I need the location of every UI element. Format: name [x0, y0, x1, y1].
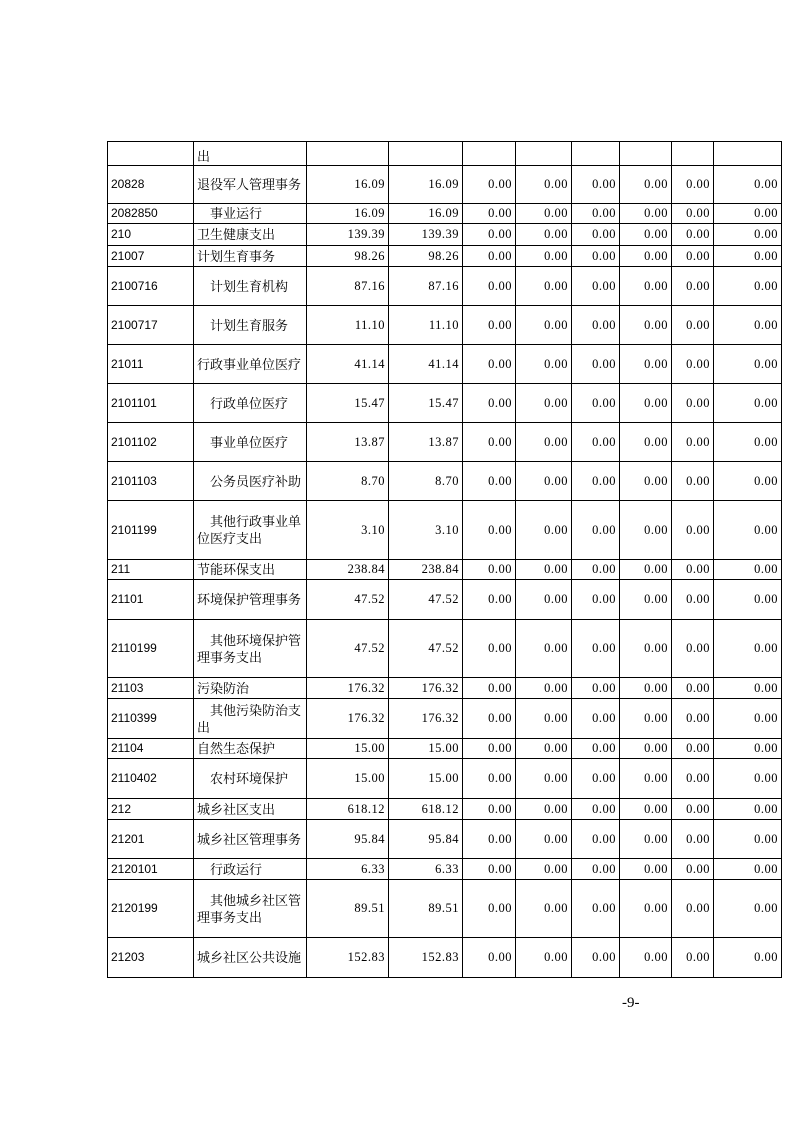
- cell-code: 21007: [108, 246, 194, 267]
- cell-amount: 0.00: [572, 699, 620, 739]
- table-row: [108, 501, 782, 560]
- table-row: [108, 799, 782, 820]
- cell-amount: 0.00: [620, 699, 672, 739]
- cell-amount: 0.00: [672, 759, 714, 799]
- cell-amount: 3.10: [389, 501, 463, 560]
- cell-amount: 0.00: [714, 224, 782, 246]
- cell-amount: 0.00: [572, 345, 620, 384]
- cell-name: 计划生育服务: [194, 306, 307, 345]
- cell-code: 2100716: [108, 267, 194, 306]
- cell-amount: 0.00: [672, 166, 714, 204]
- table-row: [108, 859, 782, 880]
- cell-amount: 41.14: [389, 345, 463, 384]
- cell-amount: [672, 142, 714, 166]
- cell-amount: 0.00: [714, 820, 782, 859]
- cell-code: 21104: [108, 739, 194, 759]
- cell-amount: 0.00: [672, 384, 714, 423]
- cell-amount: 0.00: [620, 267, 672, 306]
- cell-amount: 0.00: [672, 938, 714, 978]
- cell-amount: 0.00: [572, 306, 620, 345]
- cell-amount: 0.00: [463, 384, 516, 423]
- table-row: [108, 880, 782, 938]
- cell-amount: 0.00: [672, 799, 714, 820]
- cell-amount: 139.39: [389, 224, 463, 246]
- cell-amount: 15.00: [389, 739, 463, 759]
- cell-name: 环境保护管理事务: [194, 580, 307, 620]
- cell-amount: [463, 142, 516, 166]
- cell-name: 其他行政事业单位医疗支出: [194, 501, 307, 560]
- cell-amount: 0.00: [463, 423, 516, 462]
- cell-amount: 0.00: [463, 699, 516, 739]
- cell-amount: [516, 142, 572, 166]
- cell-amount: 0.00: [572, 820, 620, 859]
- cell-amount: 0.00: [516, 560, 572, 580]
- cell-amount: 0.00: [516, 384, 572, 423]
- cell-amount: 0.00: [672, 620, 714, 678]
- cell-amount: 0.00: [463, 560, 516, 580]
- table-row: [108, 204, 782, 224]
- cell-amount: 0.00: [516, 306, 572, 345]
- cell-amount: 0.00: [463, 859, 516, 880]
- cell-code: 20828: [108, 166, 194, 204]
- cell-amount: 0.00: [572, 267, 620, 306]
- cell-amount: 47.52: [389, 580, 463, 620]
- cell-amount: [620, 142, 672, 166]
- cell-amount: 0.00: [672, 246, 714, 267]
- table-row: [108, 620, 782, 678]
- table-row: [108, 246, 782, 267]
- cell-amount: 98.26: [389, 246, 463, 267]
- cell-amount: 0.00: [463, 759, 516, 799]
- cell-amount: 0.00: [463, 204, 516, 224]
- cell-amount: 0.00: [463, 880, 516, 938]
- cell-amount: 0.00: [516, 759, 572, 799]
- cell-amount: 47.52: [389, 620, 463, 678]
- cell-amount: 0.00: [714, 246, 782, 267]
- table-row: [108, 759, 782, 799]
- cell-amount: 0.00: [714, 799, 782, 820]
- cell-amount: 0.00: [572, 204, 620, 224]
- table-row: [108, 739, 782, 759]
- cell-amount: 16.09: [389, 166, 463, 204]
- cell-amount: 0.00: [672, 423, 714, 462]
- cell-amount: 0.00: [572, 620, 620, 678]
- cell-code: [108, 142, 194, 166]
- cell-amount: 16.09: [389, 204, 463, 224]
- cell-amount: 0.00: [572, 799, 620, 820]
- cell-code: 2100717: [108, 306, 194, 345]
- cell-amount: 15.00: [389, 759, 463, 799]
- cell-amount: 0.00: [620, 501, 672, 560]
- cell-amount: [307, 142, 389, 166]
- cell-amount: 87.16: [389, 267, 463, 306]
- cell-amount: 16.09: [307, 204, 389, 224]
- cell-amount: 0.00: [672, 267, 714, 306]
- cell-name: 事业运行: [194, 204, 307, 224]
- cell-amount: 0.00: [672, 880, 714, 938]
- cell-amount: 0.00: [672, 678, 714, 699]
- cell-amount: 0.00: [672, 345, 714, 384]
- cell-amount: 0.00: [516, 246, 572, 267]
- cell-name: 计划生育事务: [194, 246, 307, 267]
- cell-amount: 0.00: [572, 462, 620, 501]
- table-row: [108, 267, 782, 306]
- cell-amount: 0.00: [516, 462, 572, 501]
- cell-amount: 0.00: [620, 880, 672, 938]
- cell-amount: 0.00: [714, 560, 782, 580]
- cell-amount: 0.00: [516, 678, 572, 699]
- cell-amount: 152.83: [389, 938, 463, 978]
- cell-amount: 0.00: [714, 759, 782, 799]
- cell-amount: 0.00: [463, 938, 516, 978]
- cell-amount: 0.00: [714, 462, 782, 501]
- cell-amount: 0.00: [620, 938, 672, 978]
- cell-name: 其他环境保护管理事务支出: [194, 620, 307, 678]
- cell-name: 计划生育机构: [194, 267, 307, 306]
- cell-amount: 15.00: [307, 739, 389, 759]
- cell-amount: 0.00: [672, 204, 714, 224]
- table-row: [108, 224, 782, 246]
- cell-code: 2110402: [108, 759, 194, 799]
- cell-name: 节能环保支出: [194, 560, 307, 580]
- cell-name: 事业单位医疗: [194, 423, 307, 462]
- cell-amount: 0.00: [672, 699, 714, 739]
- cell-amount: 0.00: [572, 166, 620, 204]
- cell-name: 其他污染防治支出: [194, 699, 307, 739]
- cell-amount: 16.09: [307, 166, 389, 204]
- cell-amount: 0.00: [672, 580, 714, 620]
- table-row: [108, 142, 782, 166]
- cell-amount: 0.00: [620, 759, 672, 799]
- table-row: [108, 345, 782, 384]
- cell-name: 公务员医疗补助: [194, 462, 307, 501]
- cell-code: 2101102: [108, 423, 194, 462]
- cell-amount: 618.12: [307, 799, 389, 820]
- cell-amount: 0.00: [572, 384, 620, 423]
- cell-amount: 0.00: [463, 246, 516, 267]
- cell-code: 2082850: [108, 204, 194, 224]
- cell-amount: 0.00: [516, 166, 572, 204]
- table-row: [108, 678, 782, 699]
- cell-amount: 0.00: [714, 859, 782, 880]
- cell-amount: 139.39: [307, 224, 389, 246]
- cell-amount: 0.00: [572, 560, 620, 580]
- cell-amount: 0.00: [463, 678, 516, 699]
- cell-amount: 0.00: [672, 306, 714, 345]
- cell-amount: 6.33: [307, 859, 389, 880]
- cell-amount: 0.00: [620, 820, 672, 859]
- table-row: [108, 166, 782, 204]
- cell-amount: 0.00: [572, 678, 620, 699]
- cell-name: 污染防治: [194, 678, 307, 699]
- cell-amount: 176.32: [307, 699, 389, 739]
- cell-amount: 3.10: [307, 501, 389, 560]
- cell-code: 212: [108, 799, 194, 820]
- cell-amount: 0.00: [672, 462, 714, 501]
- cell-amount: 176.32: [389, 678, 463, 699]
- cell-amount: 98.26: [307, 246, 389, 267]
- cell-code: 2101101: [108, 384, 194, 423]
- cell-amount: 0.00: [572, 938, 620, 978]
- page-number: -9-: [622, 995, 640, 1011]
- cell-amount: 0.00: [620, 799, 672, 820]
- cell-amount: 0.00: [714, 166, 782, 204]
- cell-amount: 0.00: [463, 620, 516, 678]
- table-row: [108, 580, 782, 620]
- cell-amount: 0.00: [620, 739, 672, 759]
- cell-amount: 0.00: [516, 423, 572, 462]
- cell-amount: [389, 142, 463, 166]
- cell-amount: 0.00: [463, 739, 516, 759]
- cell-amount: 0.00: [714, 423, 782, 462]
- cell-amount: 238.84: [307, 560, 389, 580]
- cell-amount: 0.00: [572, 739, 620, 759]
- cell-amount: 13.87: [307, 423, 389, 462]
- cell-amount: 0.00: [714, 620, 782, 678]
- cell-code: 2110199: [108, 620, 194, 678]
- cell-amount: 0.00: [620, 462, 672, 501]
- cell-amount: 0.00: [714, 501, 782, 560]
- cell-amount: 11.10: [389, 306, 463, 345]
- cell-amount: 0.00: [516, 938, 572, 978]
- cell-amount: 0.00: [572, 246, 620, 267]
- cell-amount: 0.00: [516, 204, 572, 224]
- cell-amount: 0.00: [516, 620, 572, 678]
- cell-name: 城乡社区支出: [194, 799, 307, 820]
- cell-amount: 0.00: [463, 345, 516, 384]
- cell-amount: 41.14: [307, 345, 389, 384]
- cell-amount: 0.00: [714, 204, 782, 224]
- cell-amount: 0.00: [516, 799, 572, 820]
- cell-amount: 0.00: [672, 501, 714, 560]
- cell-amount: 0.00: [620, 246, 672, 267]
- cell-code: 21201: [108, 820, 194, 859]
- cell-name: 行政运行: [194, 859, 307, 880]
- cell-amount: 0.00: [714, 880, 782, 938]
- cell-amount: 0.00: [516, 699, 572, 739]
- cell-amount: 0.00: [463, 580, 516, 620]
- cell-name: 城乡社区公共设施: [194, 938, 307, 978]
- cell-amount: 0.00: [463, 166, 516, 204]
- cell-code: 211: [108, 560, 194, 580]
- cell-amount: 0.00: [516, 580, 572, 620]
- cell-amount: 0.00: [516, 820, 572, 859]
- cell-code: 2110399: [108, 699, 194, 739]
- cell-amount: 0.00: [714, 580, 782, 620]
- cell-amount: 176.32: [307, 678, 389, 699]
- cell-amount: 0.00: [714, 678, 782, 699]
- cell-amount: 0.00: [463, 306, 516, 345]
- cell-amount: 0.00: [672, 560, 714, 580]
- table-row: [108, 423, 782, 462]
- cell-amount: 0.00: [620, 859, 672, 880]
- cell-amount: 0.00: [620, 560, 672, 580]
- table-row: [108, 306, 782, 345]
- cell-amount: 0.00: [463, 820, 516, 859]
- table-row: [108, 560, 782, 580]
- cell-amount: 0.00: [620, 166, 672, 204]
- cell-amount: 0.00: [714, 938, 782, 978]
- cell-amount: 0.00: [516, 739, 572, 759]
- cell-amount: 0.00: [463, 501, 516, 560]
- cell-code: 2120199: [108, 880, 194, 938]
- cell-code: 21101: [108, 580, 194, 620]
- cell-name: 行政单位医疗: [194, 384, 307, 423]
- cell-amount: 95.84: [307, 820, 389, 859]
- cell-name: 农村环境保护: [194, 759, 307, 799]
- cell-name: 退役军人管理事务: [194, 166, 307, 204]
- cell-code: 21011: [108, 345, 194, 384]
- cell-name: 出: [194, 142, 307, 166]
- cell-amount: 47.52: [307, 580, 389, 620]
- cell-amount: 0.00: [714, 345, 782, 384]
- cell-amount: 89.51: [307, 880, 389, 938]
- cell-code: 21203: [108, 938, 194, 978]
- cell-amount: 0.00: [572, 423, 620, 462]
- cell-amount: 0.00: [672, 820, 714, 859]
- cell-amount: 0.00: [672, 739, 714, 759]
- cell-amount: 0.00: [516, 224, 572, 246]
- cell-amount: 8.70: [307, 462, 389, 501]
- cell-amount: 0.00: [516, 267, 572, 306]
- cell-amount: 95.84: [389, 820, 463, 859]
- cell-amount: 89.51: [389, 880, 463, 938]
- cell-amount: 0.00: [516, 345, 572, 384]
- cell-amount: 15.47: [389, 384, 463, 423]
- cell-amount: 0.00: [620, 620, 672, 678]
- table-row: [108, 699, 782, 739]
- cell-amount: 0.00: [672, 859, 714, 880]
- cell-amount: 0.00: [516, 501, 572, 560]
- cell-amount: 0.00: [620, 204, 672, 224]
- cell-amount: 11.10: [307, 306, 389, 345]
- cell-amount: 0.00: [463, 462, 516, 501]
- cell-amount: [572, 142, 620, 166]
- cell-amount: 0.00: [714, 267, 782, 306]
- table-row: [108, 938, 782, 978]
- table-body: [108, 142, 782, 978]
- cell-amount: 0.00: [620, 384, 672, 423]
- cell-code: 2120101: [108, 859, 194, 880]
- cell-amount: 0.00: [620, 580, 672, 620]
- cell-amount: 8.70: [389, 462, 463, 501]
- cell-name: 自然生态保护: [194, 739, 307, 759]
- cell-amount: 0.00: [672, 224, 714, 246]
- cell-amount: 0.00: [714, 699, 782, 739]
- cell-amount: 152.83: [307, 938, 389, 978]
- cell-amount: 0.00: [620, 678, 672, 699]
- cell-amount: 87.16: [307, 267, 389, 306]
- cell-amount: 47.52: [307, 620, 389, 678]
- cell-amount: 0.00: [516, 880, 572, 938]
- cell-amount: [714, 142, 782, 166]
- cell-amount: 0.00: [714, 384, 782, 423]
- table-row: [108, 820, 782, 859]
- cell-amount: 0.00: [572, 580, 620, 620]
- cell-name: 卫生健康支出: [194, 224, 307, 246]
- table-row: [108, 384, 782, 423]
- cell-name: 行政事业单位医疗: [194, 345, 307, 384]
- cell-amount: 618.12: [389, 799, 463, 820]
- cell-amount: 0.00: [620, 345, 672, 384]
- cell-code: 21103: [108, 678, 194, 699]
- cell-amount: 0.00: [714, 306, 782, 345]
- cell-amount: 0.00: [620, 306, 672, 345]
- cell-code: 210: [108, 224, 194, 246]
- cell-amount: 0.00: [572, 859, 620, 880]
- cell-code: 2101199: [108, 501, 194, 560]
- cell-name: 其他城乡社区管理事务支出: [194, 880, 307, 938]
- budget-table: [107, 141, 782, 978]
- cell-name: 城乡社区管理事务: [194, 820, 307, 859]
- cell-amount: 0.00: [516, 859, 572, 880]
- cell-amount: 0.00: [463, 224, 516, 246]
- cell-amount: 0.00: [572, 759, 620, 799]
- cell-amount: 0.00: [572, 880, 620, 938]
- cell-amount: 0.00: [620, 423, 672, 462]
- cell-amount: 0.00: [572, 501, 620, 560]
- cell-amount: 15.47: [307, 384, 389, 423]
- cell-amount: 15.00: [307, 759, 389, 799]
- table-row: [108, 462, 782, 501]
- cell-amount: 6.33: [389, 859, 463, 880]
- cell-amount: 0.00: [463, 267, 516, 306]
- cell-code: 2101103: [108, 462, 194, 501]
- cell-amount: 0.00: [714, 739, 782, 759]
- cell-amount: 176.32: [389, 699, 463, 739]
- cell-amount: 0.00: [620, 224, 672, 246]
- cell-amount: 238.84: [389, 560, 463, 580]
- cell-amount: 13.87: [389, 423, 463, 462]
- cell-amount: 0.00: [463, 799, 516, 820]
- cell-amount: 0.00: [572, 224, 620, 246]
